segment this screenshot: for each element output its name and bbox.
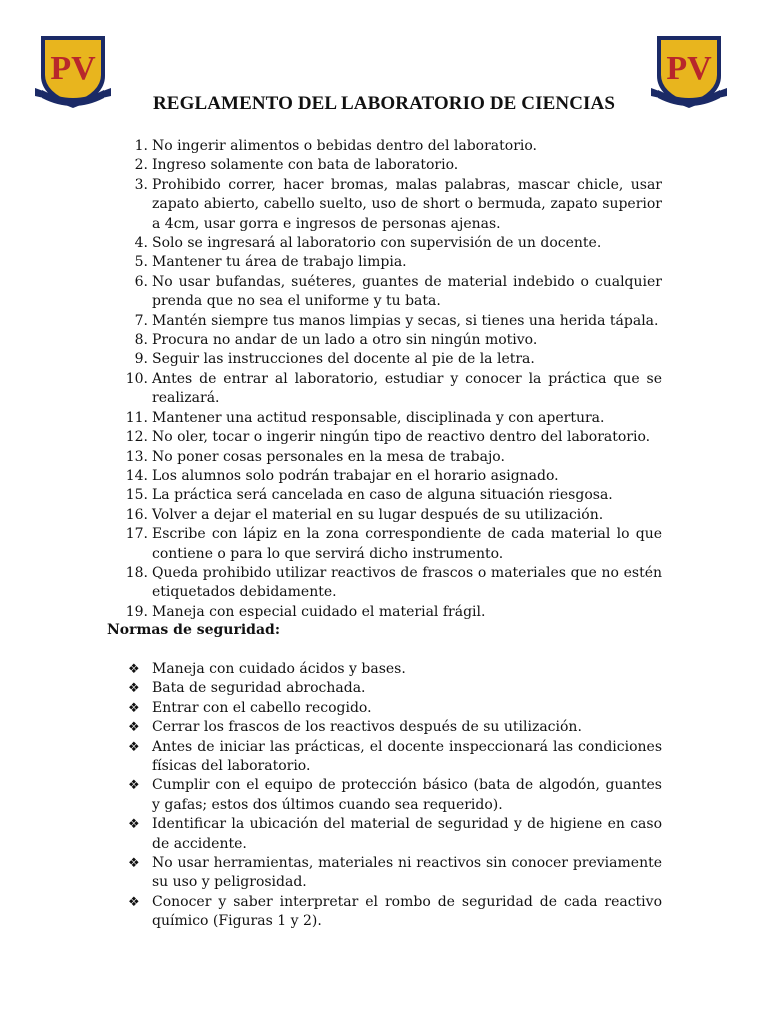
four-petal-bullet-icon: ❖ (128, 662, 140, 677)
rule-item (114, 273, 662, 312)
rule-item (114, 467, 662, 486)
rule-item (114, 486, 662, 505)
rule-item (114, 525, 662, 564)
rules-list (114, 137, 662, 622)
rule-number: 18. (125, 564, 148, 581)
rule-text: No poner cosas personales en la mesa de trabajo. (152, 448, 505, 465)
rule-text: Mantener tu área de trabajo limpia. (152, 254, 407, 271)
rule-item (114, 331, 662, 350)
rule-number: 7. (134, 312, 148, 329)
norm-text: Cumplir con el equipo de protección básico (bata de algodón, guantes y gafas; estos dos últimos cuando sea requerido). (152, 777, 662, 813)
rule-text: Solo se ingresará al laboratorio con supervisión de un docente. (152, 235, 602, 252)
rule-item (114, 409, 662, 428)
rule-item (114, 448, 662, 467)
norm-item (128, 738, 662, 777)
rule-text: Mantener una actitud responsable, disciplinada y con apertura. (152, 409, 605, 426)
norm-item (128, 679, 662, 698)
norm-item (128, 893, 662, 932)
rule-number: 4. (134, 235, 148, 252)
rule-item (114, 603, 662, 622)
four-petal-bullet-icon: ❖ (128, 817, 140, 833)
rule-text: Mantén siempre tus manos limpias y secas, si tienes una herida tápala. (152, 312, 659, 329)
rule-item (114, 176, 662, 234)
rule-text: Volver a dejar el material en su lugar después de su utilización. (152, 506, 604, 523)
norm-text: Maneja con cuidado ácidos y bases. (152, 661, 406, 677)
four-petal-bullet-icon: ❖ (128, 739, 140, 755)
rule-text: Queda prohibido utilizar reactivos de frascos o materiales que no estén etiquetados debidamente. (152, 564, 662, 601)
four-petal-bullet-icon: ❖ (128, 856, 140, 872)
norm-text: Entrar con el cabello recogido. (152, 699, 372, 716)
rule-number: 14. (125, 467, 148, 484)
rule-number: 16. (125, 506, 148, 523)
rule-number: 6. (134, 273, 148, 290)
norm-text: Antes de iniciar las prácticas, el docente inspeccionará las condiciones físicas del laboratorio. (152, 738, 662, 775)
document-title: REGLAMENTO DEL LABORATORIO DE CIENCIAS (152, 93, 615, 114)
rule-number: 8. (134, 332, 148, 349)
norms-heading: Normas de seguridad: (107, 622, 280, 638)
four-petal-bullet-icon: ❖ (128, 700, 140, 716)
norm-item (128, 660, 662, 679)
norm-text: Cerrar los frascos de los reactivos después de su utilización. (152, 719, 582, 736)
rule-item (114, 234, 662, 253)
norm-text: Identificar la ubicación del material de seguridad y de higiene en caso de accidente. (152, 816, 662, 852)
four-petal-bullet-icon: ❖ (128, 894, 140, 910)
rule-number: 9. (134, 351, 148, 368)
rule-item (114, 312, 662, 331)
four-petal-bullet-icon: ❖ (128, 720, 140, 736)
svg-text:PV: PV (50, 50, 96, 87)
four-petal-bullet-icon: ❖ (128, 681, 140, 697)
rule-number: 13. (125, 448, 148, 465)
rule-number: 5. (134, 254, 148, 271)
rule-text: Escribe con lápiz en la zona correspondiente de cada material lo que contiene o para lo que servirá dicho instrumento. (152, 526, 662, 562)
rule-text: Procura no andar de un lado a otro sin ningún motivo. (152, 332, 538, 349)
norm-text: No usar herramientas, materiales ni reactivos sin conocer previamente su uso y peligrosidad. (152, 855, 662, 891)
rule-number: 11. (125, 409, 148, 426)
rule-text: La práctica será cancelada en caso de alguna situación riesgosa. (152, 487, 613, 504)
rule-text: Prohibido correr, hacer bromas, malas palabras, mascar chicle, usar zapato abierto, cabello suelto, uso de short o bermuda, zapato superior a 4cm, usar gorra e ingresos de personas ajenas. (152, 176, 662, 232)
rule-text: No oler, tocar o ingerir ningún tipo de reactivo dentro del laboratorio. (152, 429, 651, 446)
rule-text: No usar bufandas, suéteres, guantes de material indebido o cualquier prenda que no sea el uniforme y tu bata. (152, 273, 662, 310)
rule-number: 3. (134, 176, 148, 193)
rule-text: Maneja con especial cuidado el material frágil. (152, 603, 486, 620)
rule-number: 1. (134, 138, 148, 154)
rule-item (114, 350, 662, 369)
rule-item (114, 428, 662, 447)
norm-item (128, 854, 662, 893)
rule-item (114, 506, 662, 525)
rule-item (114, 253, 662, 272)
norm-item (128, 718, 662, 737)
norm-item (128, 699, 662, 718)
rule-text: Los alumnos solo podrán trabajar en el horario asignado. (152, 467, 559, 484)
rule-number: 19. (125, 603, 148, 620)
rule-number: 12. (125, 429, 148, 446)
four-petal-bullet-icon: ❖ (128, 778, 140, 794)
rule-number: 17. (125, 526, 148, 543)
rule-text: Seguir las instrucciones del docente al pie de la letra. (152, 351, 535, 368)
rule-number: 10. (125, 370, 148, 387)
safety-norms-list (128, 660, 662, 932)
rule-text: No ingerir alimentos o bebidas dentro del laboratorio. (152, 138, 538, 154)
norm-item (128, 776, 662, 815)
svg-text:PV: PV (666, 50, 712, 87)
rule-item (114, 137, 662, 156)
rule-item (114, 370, 662, 409)
rule-number: 15. (125, 487, 148, 504)
rule-item (114, 564, 662, 603)
norm-text: Bata de seguridad abrochada. (152, 680, 366, 697)
norm-text: Conocer y saber interpretar el rombo de seguridad de cada reactivo químico (Figuras 1 y 2). (152, 893, 662, 930)
norm-item (128, 815, 662, 854)
rule-number: 2. (134, 157, 148, 174)
rule-text: Ingreso solamente con bata de laboratorio. (152, 157, 459, 174)
rule-item (114, 156, 662, 175)
rule-text: Antes de entrar al laboratorio, estudiar y conocer la práctica que se realizará. (152, 370, 662, 407)
